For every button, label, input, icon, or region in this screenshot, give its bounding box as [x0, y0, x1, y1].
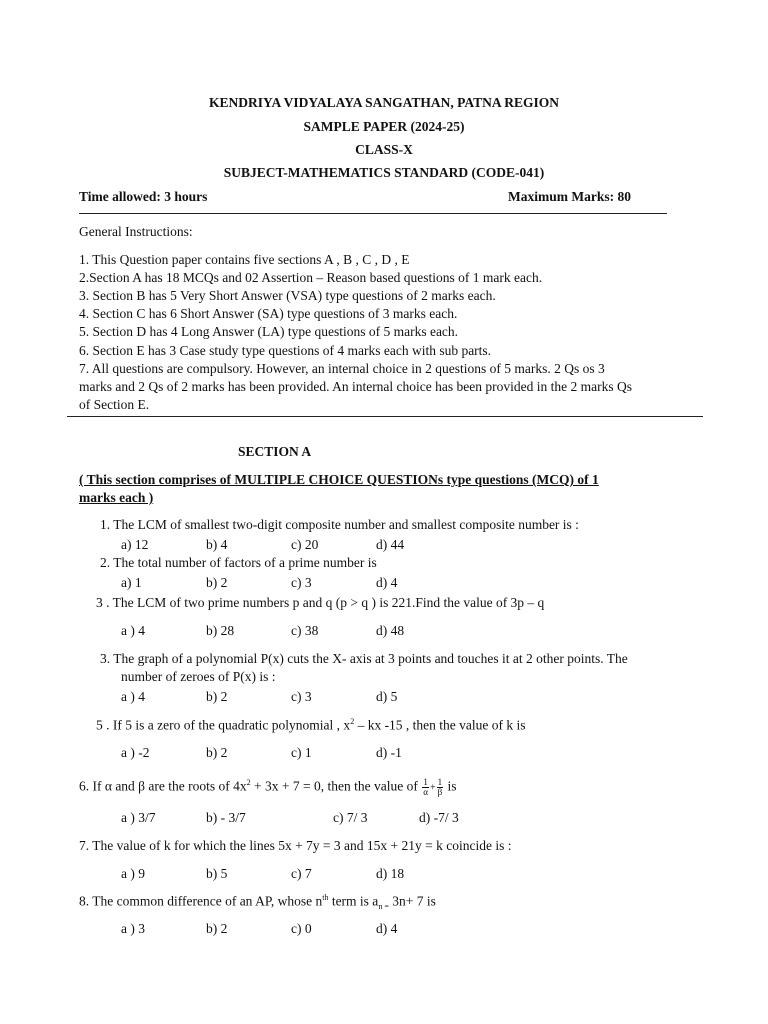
question-8: 8. The common difference of an AP, whose $n^{th}$ term is $a_{n =}$ 3n+ 7 is: [79, 893, 436, 912]
section-description: ( This section comprises of MULTIPLE CHOICE QUESTIONs type questions (MCQ) of 1: [79, 472, 599, 487]
question-5: 5 . If 5 is a zero of the quadratic polynomial , $x^2$ – kx -15 , then the value of k is: [96, 717, 526, 733]
class-title: CLASS-X: [355, 142, 413, 157]
option-d: d) 48: [376, 623, 405, 638]
option-d: d) -1: [376, 745, 402, 760]
option-c: c) 7: [291, 866, 312, 881]
option-b: b) 2: [206, 745, 228, 760]
fraction-one-over-beta: $\frac{1}{\beta}$: [437, 776, 443, 797]
header-divider: [79, 213, 667, 214]
option-b: b) 2: [206, 921, 228, 936]
question-3-graph: 3. The graph of a polynomial P(x) cuts the X- axis at 3 points and touches it at 2 other points. The: [100, 651, 628, 666]
option-b: b) - 3/7: [206, 810, 246, 825]
option-b: b) 2: [206, 575, 228, 590]
option-a: a ) 3/7: [121, 810, 156, 825]
option-c: c) 3: [291, 689, 312, 704]
option-a: a) 12: [121, 537, 149, 552]
option-a: a ) 9: [121, 866, 145, 881]
instruction-item: of Section E.: [79, 397, 150, 412]
option-c: c) 20: [291, 537, 319, 552]
option-b: b) 5: [206, 866, 228, 881]
instruction-item: 4. Section C has 6 Short Answer (SA) type questions of 3 marks each.: [79, 306, 458, 321]
option-a: a ) 4: [121, 623, 145, 638]
maximum-marks: Maximum Marks: 80: [508, 189, 631, 204]
option-a: a ) 4: [121, 689, 145, 704]
instruction-item: 6. Section E has 3 Case study type questions of 4 marks each with sub parts.: [79, 343, 492, 358]
question-3-graph-cont: number of zeroes of P(x) is :: [121, 669, 276, 684]
org-title: KENDRIYA VIDYALAYA SANGATHAN, PATNA REGION: [209, 95, 559, 110]
instructions-title: General Instructions:: [79, 224, 193, 239]
option-d: d) -7/ 3: [419, 810, 459, 825]
section-title: SECTION A: [238, 444, 312, 459]
option-a: a) 1: [121, 575, 142, 590]
question-2: 2. The total number of factors of a prime number is: [100, 555, 377, 570]
option-c: c) 7/ 3: [333, 810, 368, 825]
time-allowed: Time allowed: 3 hours: [79, 189, 208, 204]
instruction-item: 5. Section D has 4 Long Answer (LA) type questions of 5 marks each.: [79, 324, 459, 339]
instructions-divider: [67, 416, 703, 417]
question-1: 1. The LCM of smallest two-digit composite number and smallest composite number is :: [100, 517, 579, 532]
instruction-item: 1. This Question paper contains five sections A , B , C , D , E: [79, 252, 410, 267]
option-d: d) 4: [376, 575, 398, 590]
question-3-lcm: 3 . The LCM of two prime numbers p and q (p > q ) is 221.Find the value of 3p – q: [96, 595, 545, 610]
option-c: c) 0: [291, 921, 312, 936]
paper-title: SAMPLE PAPER (2024-25): [303, 119, 465, 134]
instruction-item: 7. All questions are compulsory. However, an internal choice in 2 questions of 5 marks. 2 Qs os 3: [79, 361, 605, 376]
option-d: d) 44: [376, 537, 405, 552]
question-7: 7. The value of k for which the lines 5x + 7y = 3 and 15x + 21y = k coincide is :: [79, 838, 512, 853]
section-description-cont: marks each ): [79, 490, 154, 505]
instruction-item: 3. Section B has 5 Very Short Answer (VSA) type questions of 2 marks each.: [79, 288, 496, 303]
instruction-item: 2.Section A has 18 MCQs and 02 Assertion – Reason based questions of 1 mark each.: [79, 270, 543, 285]
fraction-one-over-alpha: $\frac{1}{\alpha}$: [423, 776, 428, 797]
option-b: b) 4: [206, 537, 228, 552]
subject-title: SUBJECT-MATHEMATICS STANDARD (CODE-041): [223, 165, 545, 180]
option-c: c) 1: [291, 745, 312, 760]
option-d: d) 5: [376, 689, 398, 704]
option-d: d) 4: [376, 921, 398, 936]
option-b: b) 28: [206, 623, 235, 638]
instruction-item: marks and 2 Qs of 2 marks has been provided. An internal choice has been provided in the 2 marks Qs: [79, 379, 632, 394]
option-b: b) 2: [206, 689, 228, 704]
option-c: c) 38: [291, 623, 319, 638]
question-6: 6. If α and β are the roots of $4x^2 + 3x + 7 = 0$, then the value of $\frac{1}{\alpha}$ + $\frac{1}{\beta}$ is: [79, 776, 457, 797]
option-a: a ) -2: [121, 745, 150, 760]
option-c: c) 3: [291, 575, 312, 590]
option-a: a ) 3: [121, 921, 145, 936]
option-d: d) 18: [376, 866, 405, 881]
